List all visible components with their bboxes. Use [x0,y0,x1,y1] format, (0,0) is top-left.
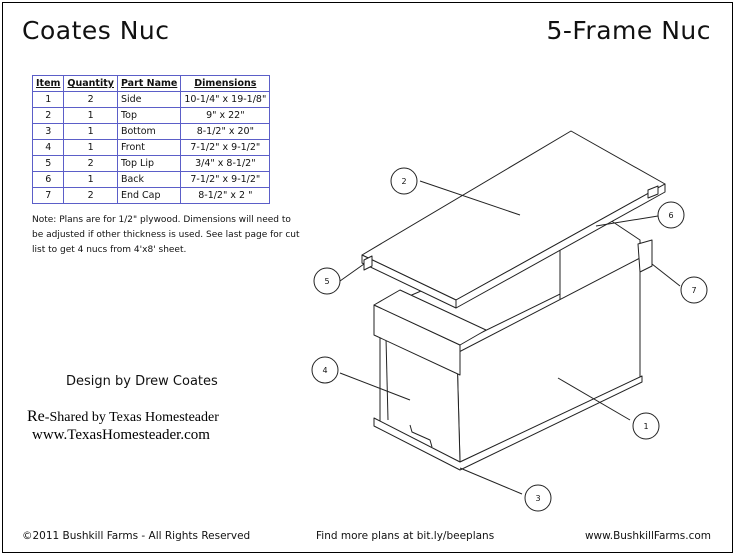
plan-title: Coates Nuc [22,16,170,45]
cell-quantity: 2 [64,92,118,108]
cell-item: 5 [33,156,64,172]
cell-item: 1 [33,92,64,108]
callout-label-4: 4 [322,366,328,375]
cell-part-name: Top Lip [117,156,180,172]
cell-dimensions: 8-1/2" x 20" [181,124,270,140]
leader-line-7 [652,264,680,286]
cell-item: 4 [33,140,64,156]
cell-part-name: Bottom [117,124,180,140]
cell-quantity: 2 [64,188,118,204]
cell-dimensions: 3/4" x 8-1/2" [181,156,270,172]
end-cap-right [638,240,652,272]
cell-item: 3 [33,124,64,140]
cell-quantity: 2 [64,156,118,172]
leader-line-3 [460,468,522,494]
callout-label-1: 1 [643,422,649,431]
reshare-text: -Shared by Texas Homesteader [44,410,219,425]
cell-quantity: 1 [64,172,118,188]
callout-label-2: 2 [401,177,407,186]
cell-quantity: 1 [64,124,118,140]
cell-dimensions: 10-1/4" x 19-1/8" [181,92,270,108]
callout-label-3: 3 [535,494,541,503]
plan-subtitle: 5-Frame Nuc [546,16,711,45]
callout-label-6: 6 [668,211,674,220]
col-header-quantity: Quantity [64,76,118,92]
cell-part-name: Front [117,140,180,156]
reshare-website[interactable]: www.TexasHomesteader.com [32,427,210,443]
footer-copyright: ©2011 Bushkill Farms - All Rights Reserved [22,530,251,542]
cell-quantity: 1 [64,140,118,156]
cell-part-name: Back [117,172,180,188]
col-header-dimensions: Dimensions [181,76,270,92]
leader-line-5 [340,264,364,281]
footer-site-link[interactable]: www.BushkillFarms.com [584,530,711,542]
cell-item: 6 [33,172,64,188]
cell-part-name: Side [117,92,180,108]
col-header-item: Item [33,76,64,92]
cell-dimensions: 8-1/2" x 2 " [181,188,270,204]
cell-dimensions: 7-1/2" x 9-1/2" [181,172,270,188]
callout-label-5: 5 [324,277,330,286]
col-header-part-name: Part Name [117,76,180,92]
cell-quantity: 1 [64,108,118,124]
footer-more-plans[interactable]: Find more plans at bit.ly/beeplans [316,530,495,542]
callout-label-7: 7 [691,286,697,295]
cell-part-name: End Cap [117,188,180,204]
reshare-prefix: Re [27,408,45,425]
cell-dimensions: 7-1/2" x 9-1/2" [181,140,270,156]
cell-item: 2 [33,108,64,124]
cell-item: 7 [33,188,64,204]
cell-dimensions: 9" x 22" [181,108,270,124]
plywood-note: Note: Plans are for 1/2" plywood. Dimensions will need to be adjusted if other thickness is used. See last page for cut list to get 4 nucs from 4'x8' sheet. [32,215,300,255]
design-credit: Design by Drew Coates [66,374,218,389]
cell-part-name: Top [117,108,180,124]
